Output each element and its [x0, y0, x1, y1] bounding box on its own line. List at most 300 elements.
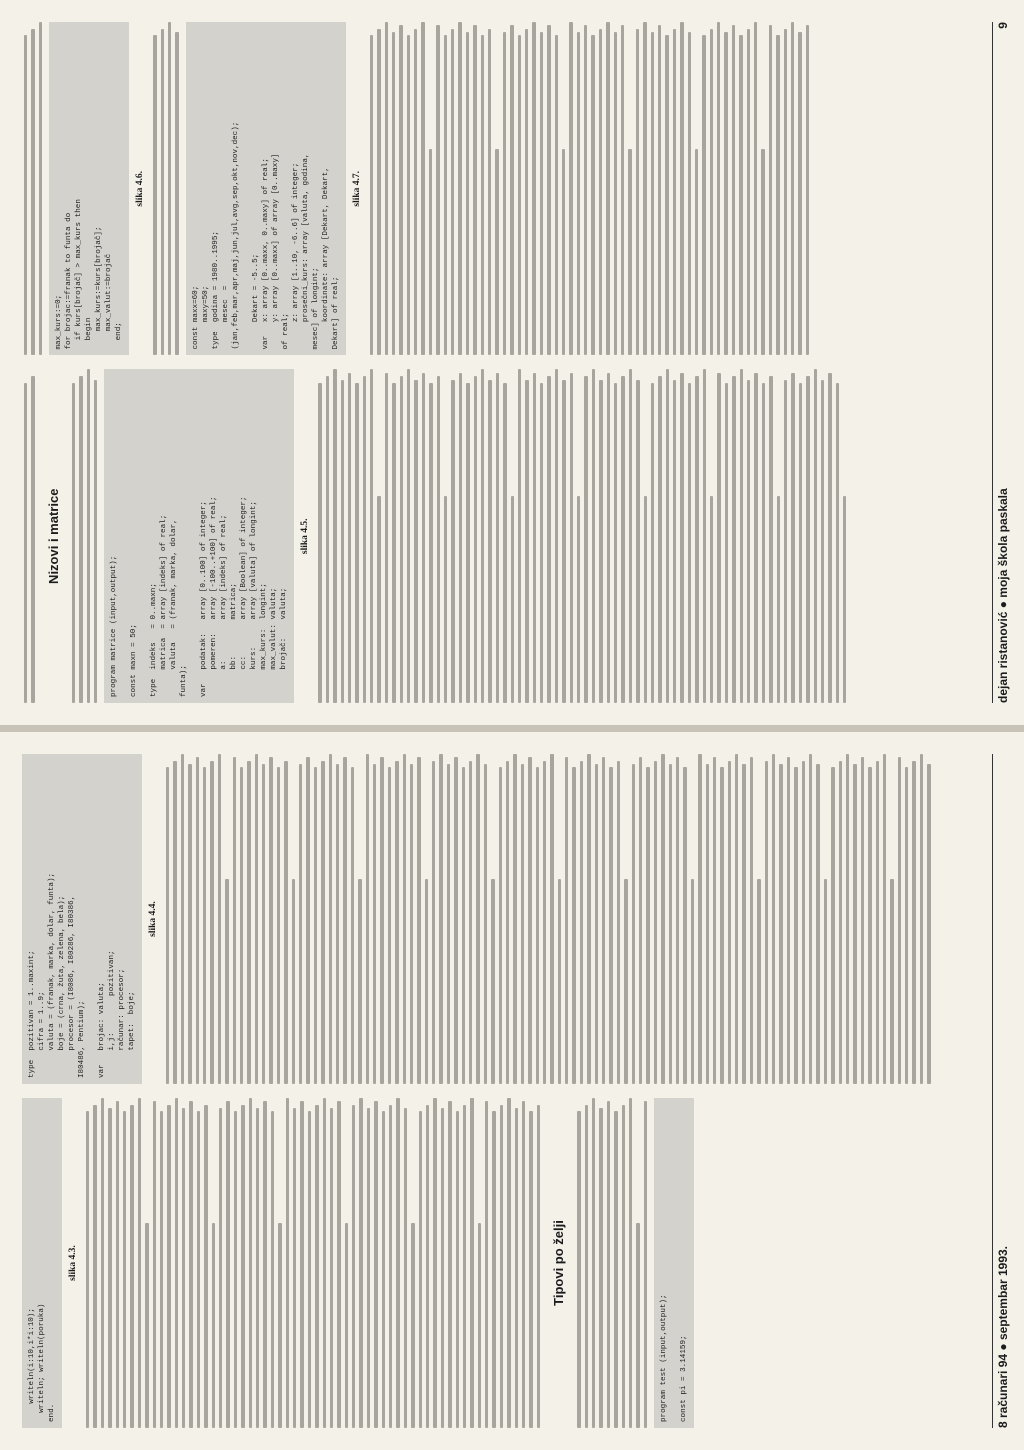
text-line — [572, 767, 575, 1084]
text-line — [488, 29, 491, 356]
text-line — [485, 1101, 488, 1428]
text-line — [39, 22, 42, 356]
text-line — [706, 764, 709, 1084]
text-line — [654, 761, 657, 1084]
text-line — [511, 496, 514, 703]
body-text-block — [22, 370, 37, 704]
text-line — [732, 25, 735, 355]
text-line — [256, 1108, 259, 1428]
text-line — [646, 767, 649, 1084]
left-page-footer — [992, 754, 1010, 1428]
text-line — [306, 757, 309, 1084]
text-line — [173, 761, 176, 1084]
text-line — [439, 754, 442, 1084]
text-line — [750, 757, 753, 1084]
text-line — [547, 25, 550, 355]
text-line — [370, 35, 373, 355]
text-line — [262, 764, 265, 1084]
text-line — [757, 879, 760, 1084]
text-line — [628, 149, 631, 356]
text-line — [168, 22, 171, 356]
text-line — [577, 1111, 580, 1428]
text-line — [555, 370, 558, 704]
text-line — [725, 383, 728, 703]
text-line — [348, 373, 351, 703]
text-line — [226, 1101, 229, 1428]
text-line — [429, 149, 432, 356]
text-line — [669, 764, 672, 1084]
text-line — [429, 383, 432, 703]
text-line — [444, 35, 447, 355]
text-line — [24, 383, 27, 703]
text-line — [234, 1111, 237, 1428]
text-line — [373, 764, 376, 1084]
text-line — [433, 1098, 436, 1428]
text-line — [828, 373, 831, 703]
text-line — [533, 373, 536, 703]
text-line — [776, 35, 779, 355]
text-line — [599, 380, 602, 703]
text-line — [518, 35, 521, 355]
text-line — [426, 1105, 429, 1428]
text-line — [912, 761, 915, 1084]
text-line — [522, 1101, 525, 1428]
text-line — [454, 757, 457, 1084]
body-text-block — [368, 22, 811, 356]
body-text-block — [22, 22, 44, 356]
text-line — [451, 29, 454, 356]
text-line — [476, 754, 479, 1084]
text-line — [292, 879, 295, 1084]
text-line — [510, 25, 513, 355]
text-line — [212, 1223, 215, 1428]
text-line — [345, 1223, 348, 1428]
text-line — [175, 1098, 178, 1428]
text-line — [123, 1111, 126, 1428]
text-line — [210, 761, 213, 1084]
text-line — [278, 1223, 281, 1428]
text-line — [742, 764, 745, 1084]
text-line — [459, 373, 462, 703]
text-line — [607, 1101, 610, 1428]
code-listing-4-6: max_kurs:=0; for brojac:=franak to funta do if kurs[brojač] > max_kurs then begin max_kurs:=kurs[brojač]; max_valut:=brojač end; — [49, 22, 129, 356]
text-line — [481, 35, 484, 355]
text-line — [547, 376, 550, 703]
text-line — [330, 1108, 333, 1428]
text-line — [609, 767, 612, 1084]
text-line — [495, 149, 498, 356]
footer-text: 8 računari 94 ● septembar 1993. — [996, 1245, 1010, 1428]
text-line — [584, 376, 587, 703]
text-line — [300, 1101, 303, 1428]
text-line — [761, 149, 764, 356]
text-line — [802, 761, 805, 1084]
text-line — [160, 1111, 163, 1428]
text-line — [466, 32, 469, 355]
text-line — [389, 1105, 392, 1428]
text-line — [293, 1108, 296, 1428]
text-line — [769, 25, 772, 355]
text-line — [585, 1105, 588, 1428]
footer-text: dejan ristanović ● moja škola paskala — [996, 488, 1010, 703]
text-line — [377, 29, 380, 356]
text-line — [437, 376, 440, 703]
text-line — [550, 754, 553, 1084]
body-text-block — [151, 22, 181, 356]
text-line — [769, 376, 772, 703]
text-line — [491, 879, 494, 1084]
text-line — [525, 380, 528, 703]
text-line — [688, 32, 691, 355]
left-page-column-1 — [22, 1098, 986, 1428]
text-line — [676, 757, 679, 1084]
text-line — [138, 1098, 141, 1428]
text-line — [436, 25, 439, 355]
text-line — [584, 25, 587, 355]
text-line — [570, 373, 573, 703]
text-line — [587, 754, 590, 1084]
text-line — [153, 35, 156, 355]
text-line — [905, 767, 908, 1084]
text-line — [562, 149, 565, 356]
text-line — [890, 879, 893, 1084]
text-line — [315, 1105, 318, 1428]
text-line — [247, 761, 250, 1084]
text-line — [607, 373, 610, 703]
text-line — [72, 383, 75, 703]
text-line — [673, 380, 676, 703]
text-line — [836, 383, 839, 703]
text-line — [507, 1098, 510, 1428]
text-line — [318, 383, 321, 703]
body-text-block — [316, 370, 848, 704]
text-line — [263, 1101, 266, 1428]
text-line — [470, 1098, 473, 1428]
text-line — [717, 373, 720, 703]
text-line — [308, 1111, 311, 1428]
text-line — [337, 1101, 340, 1428]
text-line — [182, 1108, 185, 1428]
text-line — [323, 1098, 326, 1428]
text-line — [326, 376, 329, 703]
text-line — [189, 1101, 192, 1428]
text-line — [93, 1105, 96, 1428]
text-line — [710, 496, 713, 703]
text-line — [366, 754, 369, 1084]
text-line — [710, 29, 713, 356]
text-line — [806, 376, 809, 703]
text-line — [145, 1223, 148, 1428]
text-line — [540, 32, 543, 355]
text-line — [197, 1111, 200, 1428]
text-line — [536, 767, 539, 1084]
text-line — [680, 22, 683, 356]
text-line — [839, 761, 842, 1084]
text-line — [377, 496, 380, 703]
text-line — [644, 496, 647, 703]
text-line — [868, 767, 871, 1084]
text-line — [806, 25, 809, 355]
text-line — [218, 754, 221, 1084]
text-line — [791, 22, 794, 356]
text-line — [614, 32, 617, 355]
section-heading-tipovi: Tipovi po želji — [551, 1220, 567, 1306]
text-line — [188, 764, 191, 1084]
text-line — [392, 383, 395, 703]
right-page-column-1 — [22, 370, 986, 704]
text-line — [577, 32, 580, 355]
text-line — [602, 757, 605, 1084]
text-line — [225, 879, 228, 1084]
text-line — [448, 1101, 451, 1428]
text-line — [791, 373, 794, 703]
text-line — [518, 370, 521, 704]
text-line — [31, 29, 34, 356]
text-line — [794, 767, 797, 1084]
figure-caption-4-4: slika 4.4. — [148, 901, 158, 937]
text-line — [462, 767, 465, 1084]
text-line — [643, 22, 646, 356]
text-line — [451, 380, 454, 703]
text-line — [528, 757, 531, 1084]
text-line — [732, 376, 735, 703]
text-line — [717, 22, 720, 356]
text-line — [809, 754, 812, 1084]
text-line — [108, 1108, 111, 1428]
text-line — [799, 383, 802, 703]
text-line — [367, 1108, 370, 1428]
text-line — [747, 29, 750, 356]
text-line — [130, 1105, 133, 1428]
text-line — [181, 754, 184, 1084]
text-line — [565, 757, 568, 1084]
text-line — [777, 496, 780, 703]
text-line — [666, 370, 669, 704]
text-line — [688, 383, 691, 703]
section-heading-nizovi: Nizovi i matrice — [45, 488, 61, 584]
text-line — [702, 35, 705, 355]
text-line — [24, 35, 27, 355]
text-line — [101, 1098, 104, 1428]
text-line — [343, 757, 346, 1084]
left-page-column-2 — [22, 754, 986, 1084]
text-line — [529, 1111, 532, 1428]
text-line — [592, 1098, 595, 1428]
text-line — [636, 380, 639, 703]
text-line — [333, 370, 336, 704]
text-line — [396, 1098, 399, 1428]
text-line — [463, 1105, 466, 1428]
text-line — [203, 767, 206, 1084]
text-line — [175, 32, 178, 355]
text-line — [720, 767, 723, 1084]
text-line — [407, 370, 410, 704]
text-line — [555, 35, 558, 355]
text-line — [478, 1223, 481, 1428]
text-line — [249, 1098, 252, 1428]
text-line — [219, 1108, 222, 1428]
text-line — [167, 1105, 170, 1428]
text-line — [927, 764, 930, 1084]
text-line — [421, 22, 424, 356]
figure-caption-4-7: slika 4.7. — [351, 170, 362, 207]
text-line — [271, 1111, 274, 1428]
text-line — [772, 754, 775, 1084]
text-line — [580, 761, 583, 1084]
text-line — [754, 22, 757, 356]
text-line — [569, 22, 572, 356]
text-line — [784, 29, 787, 356]
text-line — [861, 757, 864, 1084]
text-line — [382, 1111, 385, 1428]
text-line — [680, 373, 683, 703]
text-line — [385, 373, 388, 703]
text-line — [458, 22, 461, 356]
text-line — [521, 764, 524, 1084]
text-line — [447, 764, 450, 1084]
text-line — [277, 767, 280, 1084]
text-line — [196, 757, 199, 1084]
text-line — [673, 29, 676, 356]
text-line — [404, 1108, 407, 1428]
text-line — [469, 761, 472, 1084]
text-line — [824, 879, 827, 1084]
text-line — [724, 32, 727, 355]
code-listing-4-7: const maxx=60; maxy=50; type godina = 1980..1995; mesec = (jan,feb,mar,apr,maj,jun,jul,avg,sep,okt,nov,dec); Dekart = -5..5; var x: array [0..maxx, 0..maxy] of real; y: array [0..maxx] of array [0..maxy] of real; z: array [1..10, -6..6] of integer; prosečni_kurs: array [valuta, godina, mesec] of longint; koordinate: array [Dekart, Dekart, Dekart] of real; — [186, 22, 346, 356]
text-line — [920, 754, 923, 1084]
text-line — [713, 757, 716, 1084]
text-line — [562, 380, 565, 703]
figure-caption-4-6: slika 4.6. — [135, 170, 146, 207]
code-listing-4-5: program matrice (input,output); const maxn = 50; type indeks = 0..maxn; matrica = array [indeks] of real; valuta = (franak, marka, dolar, funta); var podatak: array [0..100] of integer; pomeren: array [-100..+100] of real; a: array [indeks] of real; bb: matrica; cc: array [Boolean] of integer; kurs: array [valuta] of longint; max_kurs: longint; max_valut: valuta; brojač: valuta; — [104, 370, 294, 704]
text-line — [466, 383, 469, 703]
text-line — [153, 1101, 156, 1428]
text-line — [846, 754, 849, 1084]
text-line — [87, 370, 90, 704]
text-line — [299, 764, 302, 1084]
text-line — [240, 767, 243, 1084]
text-line — [329, 754, 332, 1084]
text-line — [629, 1098, 632, 1428]
text-line — [116, 1101, 119, 1428]
text-line — [658, 25, 661, 355]
text-line — [558, 879, 561, 1084]
text-line — [629, 370, 632, 704]
text-line — [683, 767, 686, 1084]
text-line — [411, 1223, 414, 1428]
text-line — [496, 373, 499, 703]
body-text-block — [164, 754, 933, 1084]
text-line — [540, 383, 543, 703]
text-line — [762, 383, 765, 703]
text-line — [740, 370, 743, 704]
text-line — [392, 32, 395, 355]
text-line — [456, 1111, 459, 1428]
text-line — [515, 1108, 518, 1428]
right-page-column-2 — [22, 22, 986, 356]
text-line — [814, 370, 817, 704]
text-line — [341, 380, 344, 703]
text-line — [425, 879, 428, 1084]
code-listing-4-4: type pozitivan = 1..maxint; cifra = 1..9; valuta = (franak, marka, dolar, funta); boje = (crna, žuta, zelena, bela); procesor = (I8086, I80286, I80386, I80486, Pentium); var brojac: valuta; i,j: pozitivan; računar: procesor; tapet: boje; — [22, 754, 142, 1084]
text-line — [614, 383, 617, 703]
text-line — [821, 380, 824, 703]
text-line — [592, 370, 595, 704]
text-line — [599, 29, 602, 356]
text-line — [414, 29, 417, 356]
text-line — [403, 754, 406, 1084]
text-line — [359, 1098, 362, 1428]
text-line — [363, 376, 366, 703]
text-line — [441, 1108, 444, 1428]
text-line — [241, 1105, 244, 1428]
text-line — [351, 767, 354, 1084]
text-line — [831, 767, 834, 1084]
text-line — [358, 879, 361, 1084]
text-line — [370, 370, 373, 704]
text-line — [543, 761, 546, 1084]
body-text-block — [575, 1098, 649, 1428]
body-text-block — [84, 1098, 542, 1428]
text-line — [883, 754, 886, 1084]
text-line — [79, 376, 82, 703]
text-line — [422, 373, 425, 703]
right-page-footer — [992, 22, 1010, 703]
text-line — [754, 373, 757, 703]
text-line — [395, 761, 398, 1084]
text-line — [336, 764, 339, 1084]
text-line — [407, 35, 410, 355]
text-line — [739, 35, 742, 355]
text-line — [636, 29, 639, 356]
text-line — [314, 767, 317, 1084]
text-line — [621, 25, 624, 355]
text-line — [444, 496, 447, 703]
text-line — [661, 754, 664, 1084]
text-line — [410, 764, 413, 1084]
text-line — [284, 761, 287, 1084]
text-line — [414, 380, 417, 703]
text-line — [399, 25, 402, 355]
text-line — [658, 376, 661, 703]
text-line — [537, 1105, 540, 1428]
text-line — [691, 879, 694, 1084]
body-text-block — [70, 370, 100, 704]
text-line — [644, 1101, 647, 1428]
page-number: 9 — [996, 22, 1010, 29]
text-line — [503, 32, 506, 355]
text-line — [503, 383, 506, 703]
text-line — [779, 764, 782, 1084]
figure-caption-4-5: slika 4.5. — [300, 518, 311, 555]
text-line — [355, 383, 358, 703]
text-line — [513, 754, 516, 1084]
figure-caption-4-3: slika 4.3. — [68, 1245, 78, 1281]
text-line — [532, 22, 535, 356]
code-listing-top: writeln(i:10,i*i:10); writeln; writeln(poruka) end. — [22, 1098, 62, 1428]
text-line — [499, 767, 502, 1084]
left-page — [0, 725, 1024, 1450]
text-line — [853, 764, 856, 1084]
text-line — [695, 376, 698, 703]
text-line — [651, 32, 654, 355]
text-line — [388, 767, 391, 1084]
text-line — [492, 1111, 495, 1428]
text-line — [636, 1223, 639, 1428]
text-line — [286, 1098, 289, 1428]
text-line — [784, 380, 787, 703]
text-line — [698, 754, 701, 1084]
